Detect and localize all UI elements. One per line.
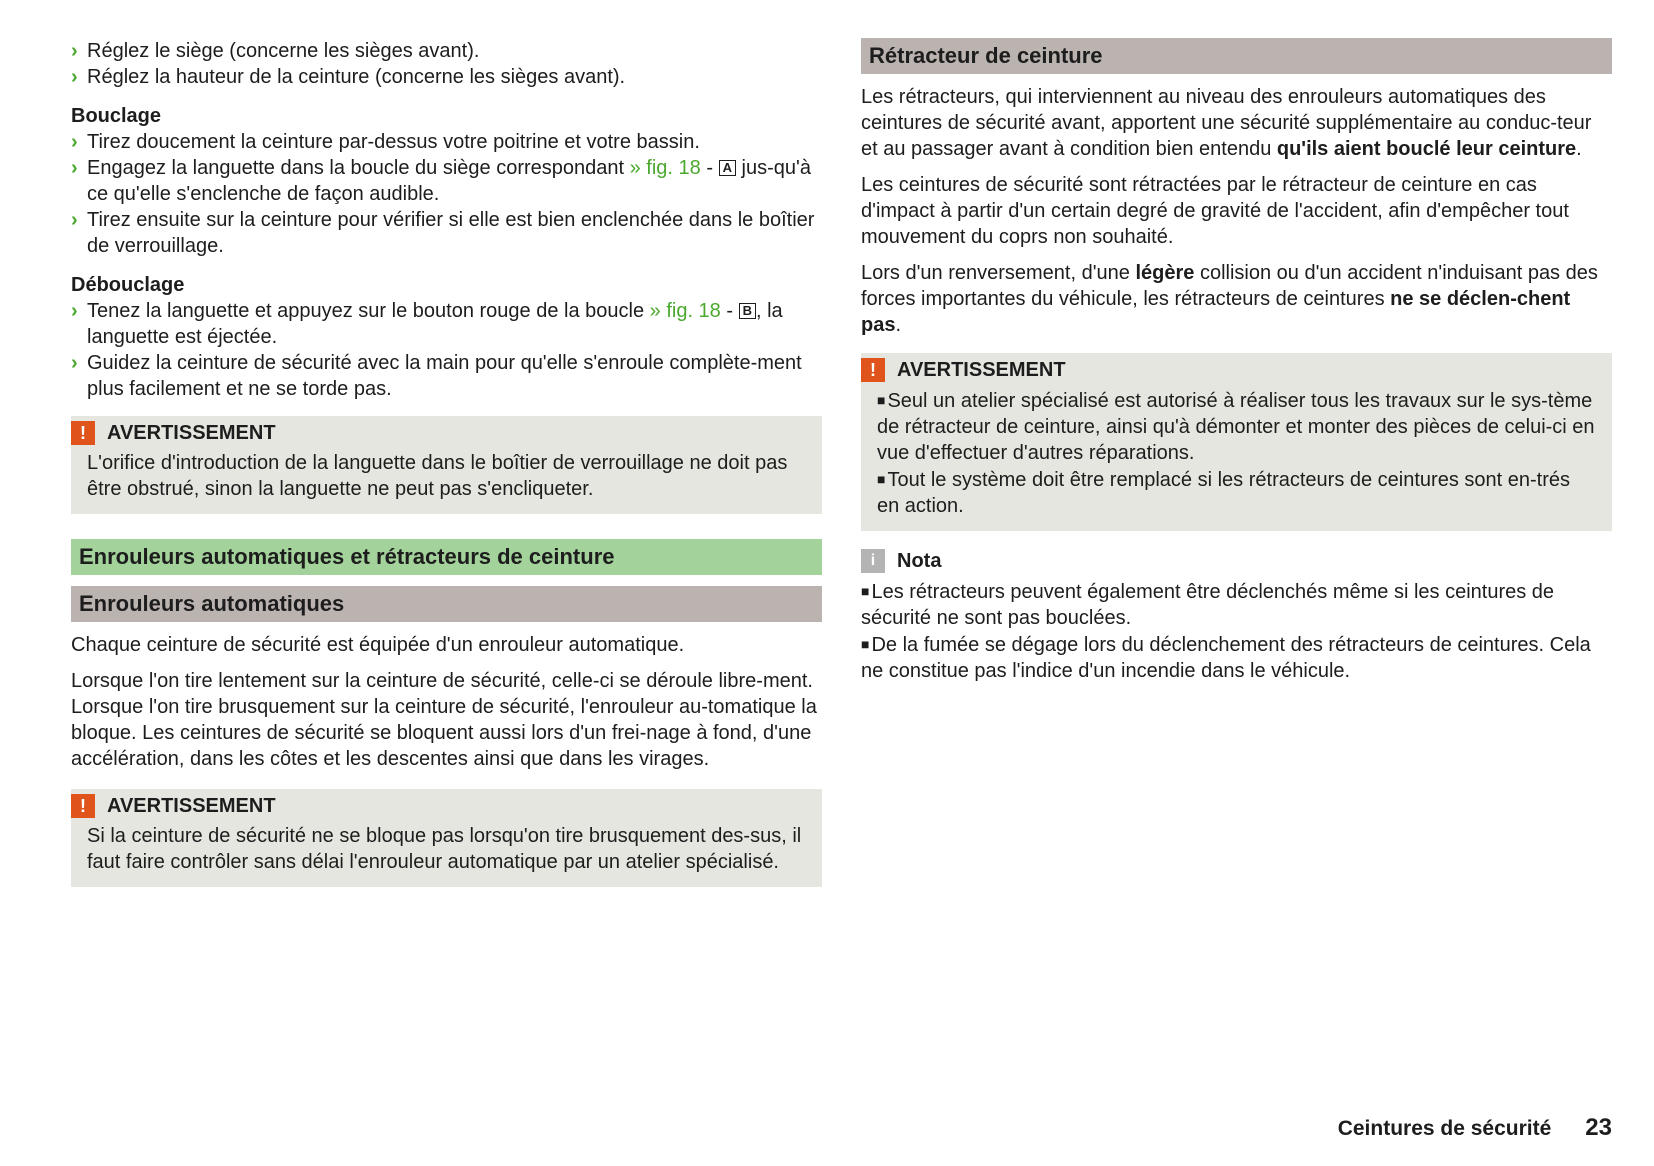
- warning-icon: !: [861, 358, 885, 382]
- paragraph: Chaque ceinture de sécurité est équipée d'un enrouleur automatique.: [71, 634, 685, 656]
- left-column: [71, 38, 822, 887]
- warning-header: [71, 420, 806, 446]
- note-item-text: De la fumée se dégage lors du déclenchement des rétracteurs de ceintures. Cela ne constitue pas l'indice d'un incendie dans le véhicule.: [861, 634, 1591, 682]
- figure-link[interactable]: » fig. 18: [649, 300, 721, 322]
- chevron-right-icon: ›: [71, 66, 78, 88]
- paragraph-part: Lors d'un renversement, d'une: [861, 262, 1136, 284]
- warning-header: [71, 793, 806, 819]
- right-column: [861, 38, 1612, 684]
- chevron-right-icon: ›: [71, 40, 78, 62]
- warning-title: AVERTISSEMENT: [107, 795, 276, 817]
- chevron-right-icon: ›: [71, 209, 78, 231]
- paragraph-part: .: [1576, 138, 1582, 160]
- warning-item-text: Tout le système doit être remplacé si les rétracteurs de ceintures sont en-trés en action.: [877, 469, 1570, 517]
- list-item: [71, 350, 822, 402]
- section-title: Enrouleurs automatiques et rétracteurs de ceinture: [71, 539, 822, 575]
- square-bullet-icon: ■: [877, 392, 886, 408]
- warning-text: Si la ceinture de sécurité ne se bloque pas lorsqu'on tire brusquement des-sus, il faut faire contrôler sans délai l'enrouleur automatique par un atelier spécialisé.: [87, 825, 802, 873]
- bullet-text-part: Tenez la languette et appuyez sur le bouton rouge de la boucle: [87, 300, 650, 322]
- paragraph: [861, 84, 1612, 162]
- warning-icon: !: [71, 794, 95, 818]
- warning-item-text: Seul un atelier spécialisé est autorisé à réaliser tous les travaux sur le sys-tème de rétracteur de ceinture, ainsi qu'à démonter et monter des pièces de celui-ci en vue d'effectuer d'autres réparations.: [877, 390, 1595, 464]
- warning-text: L'orifice d'introduction de la languette dans le boîtier de verrouillage ne doit pas être obstrué, sinon la languette ne peut pas s'encliqueter.: [87, 452, 788, 500]
- bullet-text: [87, 298, 822, 350]
- paragraph: [861, 260, 1612, 338]
- bullet-text-part: jus-qu'à ce qu'elle s'enclenche de façon audible.: [87, 157, 811, 205]
- key-label-b: B: [739, 303, 756, 319]
- list-item: [71, 38, 822, 64]
- warning-title: AVERTISSEMENT: [897, 359, 1066, 381]
- warning-icon: !: [71, 421, 95, 445]
- paragraph: Les ceintures de sécurité sont rétractées par le rétracteur de ceinture en cas d'impact à partir d'un certain degré de gravité de l'accident, afin d'empêcher tout mouvement du coprs non souhaité.: [861, 174, 1569, 248]
- chapter-title: Ceintures de sécurité: [1337, 1117, 1552, 1140]
- warning-box: [71, 789, 822, 887]
- paragraph-bold: qu'ils aient bouclé leur ceinture: [1276, 138, 1577, 160]
- warning-title: AVERTISSEMENT: [107, 422, 276, 444]
- chevron-right-icon: ›: [71, 131, 78, 153]
- paragraph-bold: ne se déclen-chent pas: [861, 288, 1571, 336]
- page-footer: [1338, 1114, 1612, 1142]
- warning-box: [861, 353, 1612, 531]
- bouclage-heading: Bouclage: [71, 105, 162, 127]
- paragraph: Lorsque l'on tire lentement sur la ceinture de sécurité, celle-ci se déroule libre-ment. Lorsque l'on tire brusquement sur la ceinture de sécurité, l'enrouleur au-tomatique la bloque. Les ceintures de sécurité se bloquent aussi lors d'un frei-nage à fond, d'une accélération, dans les côtes et les descentes ainsi que dans les virages.: [71, 670, 817, 770]
- paragraph-part: Les rétracteurs, qui interviennent au niveau des enrouleurs automatiques des ceintures de sécurité avant, apportent une sécurité supplémentaire au conduc-teur et au passager avant à condition bien entendu: [861, 86, 1592, 160]
- warning-box: [71, 416, 822, 514]
- list-item: [877, 466, 1596, 519]
- bullet-text: Réglez la hauteur de la ceinture (concerne les sièges avant).: [87, 66, 626, 88]
- list-item: [71, 129, 822, 155]
- chevron-right-icon: ›: [71, 352, 78, 374]
- subsection-title: Enrouleurs automatiques: [71, 586, 822, 622]
- chevron-right-icon: ›: [71, 300, 78, 322]
- debouclage-heading: Débouclage: [71, 274, 185, 296]
- dash: -: [720, 300, 739, 322]
- bullet-text: [87, 155, 822, 207]
- square-bullet-icon: ■: [861, 636, 870, 652]
- info-icon: i: [861, 549, 885, 573]
- list-item: [71, 64, 822, 90]
- page-number: 23: [1585, 1114, 1612, 1141]
- list-item: [71, 207, 822, 259]
- note-title: Nota: [897, 550, 942, 572]
- list-item: [861, 631, 1612, 684]
- bullet-text-part: , la languette est éjectée.: [87, 300, 783, 348]
- figure-link[interactable]: » fig. 18: [629, 157, 701, 179]
- square-bullet-icon: ■: [877, 471, 886, 487]
- bullet-text: Tirez ensuite sur la ceinture pour vérifier si elle est bien enclenchée dans le boîtier de verrouillage.: [87, 209, 815, 257]
- key-label-a: A: [719, 160, 736, 176]
- dash: -: [700, 157, 719, 179]
- bullet-text-part: Engagez la languette dans la boucle du siège correspondant: [87, 157, 630, 179]
- note-item-text: Les rétracteurs peuvent également être déclenchés même si les ceintures de sécurité ne sont pas bouclées.: [861, 581, 1555, 629]
- note-header: [861, 548, 1612, 574]
- note-box: [861, 548, 1612, 684]
- warning-list: [861, 387, 1596, 519]
- bullet-text: Tirez doucement la ceinture par-dessus votre poitrine et votre bassin.: [87, 131, 700, 153]
- subsection-title: Rétracteur de ceinture: [861, 38, 1612, 74]
- list-item: [71, 298, 822, 350]
- bullet-text: Réglez le siège (concerne les sièges avant).: [87, 40, 480, 62]
- paragraph-bold: légère: [1135, 262, 1195, 284]
- list-item: [861, 578, 1612, 631]
- list-item: [71, 155, 822, 207]
- chevron-right-icon: ›: [71, 157, 78, 179]
- square-bullet-icon: ■: [861, 583, 870, 599]
- paragraph-part: collision ou d'un accident n'induisant pas des forces importantes du véhicule, les rétracteurs de ceintures: [861, 262, 1598, 310]
- paragraph-part: .: [895, 314, 902, 336]
- warning-header: [861, 357, 1596, 383]
- bullet-text: Guidez la ceinture de sécurité avec la main pour qu'elle s'enroule complète-ment plus facilement et ne se torde pas.: [87, 352, 802, 400]
- list-item: [877, 387, 1596, 466]
